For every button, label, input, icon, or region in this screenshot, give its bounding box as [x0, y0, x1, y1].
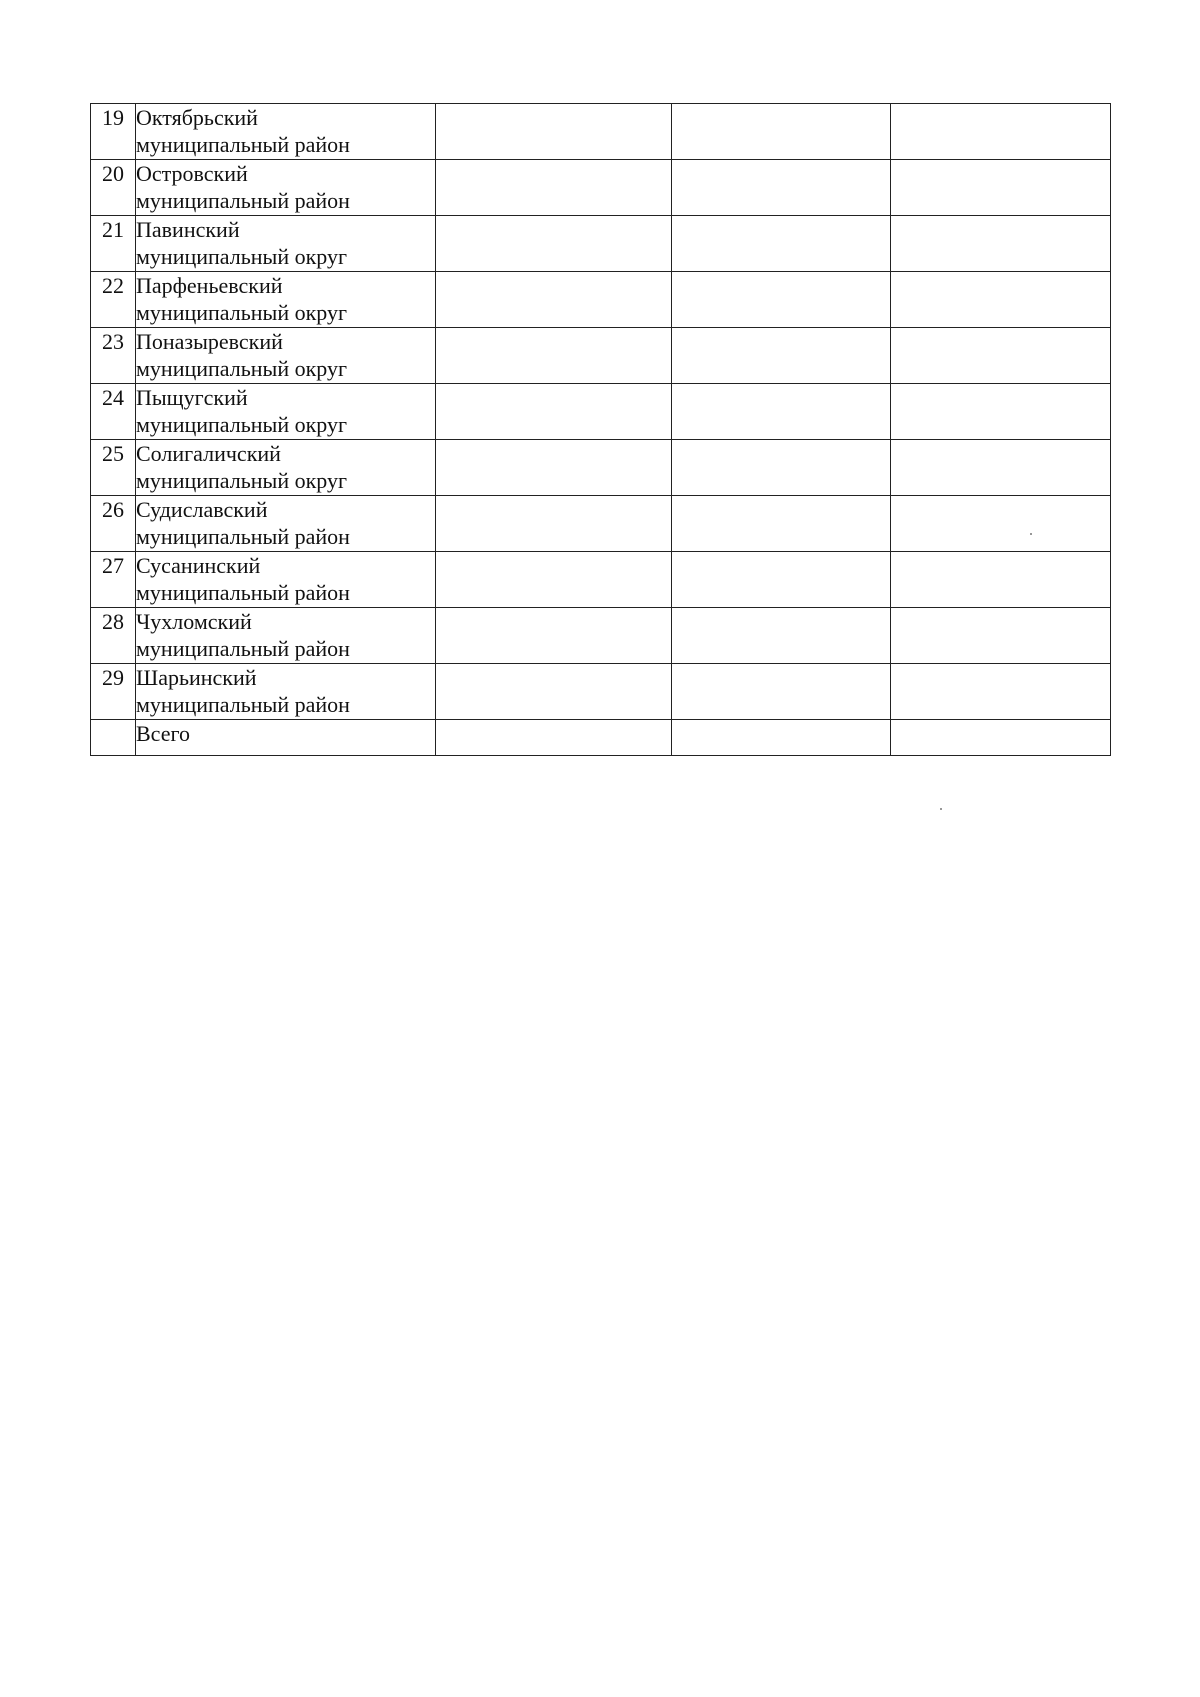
municipality-name-line2: муниципальный район	[136, 692, 350, 717]
municipality-name	[136, 328, 436, 384]
empty-cell	[436, 104, 672, 160]
municipality-name	[136, 664, 436, 720]
municipality-name-line2: муниципальный район	[136, 188, 350, 213]
row-number: 19	[91, 104, 136, 160]
municipality-name-line2: муниципальный район	[136, 524, 350, 549]
empty-cell	[891, 328, 1111, 384]
municipality-name-line1: Судиславский	[136, 497, 268, 522]
municipality-name	[136, 104, 436, 160]
municipality-name	[136, 552, 436, 608]
total-label: Всего	[136, 720, 436, 756]
empty-cell	[436, 160, 672, 216]
row-number: 29	[91, 664, 136, 720]
table-row	[91, 384, 1111, 440]
table-row	[91, 216, 1111, 272]
empty-cell	[436, 664, 672, 720]
municipalities-table	[90, 103, 1111, 756]
empty-cell	[672, 608, 891, 664]
empty-cell	[891, 720, 1111, 756]
empty-cell	[672, 440, 891, 496]
table-row	[91, 552, 1111, 608]
municipality-name-line1: Островский	[136, 161, 248, 186]
municipality-name	[136, 216, 436, 272]
scan-speck	[1030, 533, 1032, 535]
municipality-name	[136, 440, 436, 496]
empty-cell	[672, 160, 891, 216]
table-row	[91, 608, 1111, 664]
table-row	[91, 272, 1111, 328]
empty-cell	[891, 104, 1111, 160]
empty-cell	[891, 160, 1111, 216]
empty-cell	[436, 384, 672, 440]
row-number: 23	[91, 328, 136, 384]
empty-cell	[91, 720, 136, 756]
empty-cell	[436, 552, 672, 608]
row-number: 27	[91, 552, 136, 608]
empty-cell	[891, 272, 1111, 328]
municipality-name-line1: Чухломский	[136, 609, 252, 634]
municipality-name-line2: муниципальный район	[136, 132, 350, 157]
empty-cell	[891, 384, 1111, 440]
municipality-name-line2: муниципальный округ	[136, 356, 348, 381]
table-row	[91, 104, 1111, 160]
municipality-name-line2: муниципальный район	[136, 636, 350, 661]
empty-cell	[891, 552, 1111, 608]
empty-cell	[891, 664, 1111, 720]
municipality-name-line1: Сусанинский	[136, 553, 261, 578]
empty-cell	[672, 104, 891, 160]
municipality-name-line1: Октябрьский	[136, 105, 258, 130]
empty-cell	[436, 720, 672, 756]
empty-cell	[891, 496, 1111, 552]
municipality-name-line2: муниципальный район	[136, 580, 350, 605]
empty-cell	[672, 664, 891, 720]
total-row	[91, 720, 1111, 756]
municipality-name-line1: Поназыревский	[136, 329, 283, 354]
municipality-name-line1: Пыщугский	[136, 385, 248, 410]
municipality-name-line2: муниципальный округ	[136, 468, 348, 493]
municipality-name-line1: Павинский	[136, 217, 240, 242]
table-row	[91, 440, 1111, 496]
municipality-name-line1: Шарьинский	[136, 665, 257, 690]
empty-cell	[436, 272, 672, 328]
municipality-name	[136, 384, 436, 440]
empty-cell	[436, 608, 672, 664]
empty-cell	[672, 384, 891, 440]
empty-cell	[891, 608, 1111, 664]
table-row	[91, 160, 1111, 216]
scan-speck	[940, 808, 942, 810]
row-number: 26	[91, 496, 136, 552]
municipality-name-line2: муниципальный округ	[136, 412, 348, 437]
empty-cell	[436, 440, 672, 496]
empty-cell	[672, 328, 891, 384]
empty-cell	[672, 720, 891, 756]
empty-cell	[436, 328, 672, 384]
municipality-name	[136, 160, 436, 216]
municipality-name	[136, 272, 436, 328]
table-row	[91, 496, 1111, 552]
row-number: 21	[91, 216, 136, 272]
municipality-name-line1: Парфеньевский	[136, 273, 283, 298]
row-number: 28	[91, 608, 136, 664]
municipality-name	[136, 608, 436, 664]
empty-cell	[672, 272, 891, 328]
empty-cell	[891, 216, 1111, 272]
municipality-name-line2: муниципальный округ	[136, 244, 348, 269]
table-row	[91, 328, 1111, 384]
municipality-name-line1: Солигаличский	[136, 441, 281, 466]
row-number: 20	[91, 160, 136, 216]
table-row	[91, 664, 1111, 720]
empty-cell	[436, 496, 672, 552]
row-number: 22	[91, 272, 136, 328]
empty-cell	[672, 552, 891, 608]
empty-cell	[891, 440, 1111, 496]
empty-cell	[436, 216, 672, 272]
municipality-name	[136, 496, 436, 552]
row-number: 25	[91, 440, 136, 496]
empty-cell	[672, 216, 891, 272]
empty-cell	[672, 496, 891, 552]
municipality-name-line2: муниципальный округ	[136, 300, 348, 325]
row-number: 24	[91, 384, 136, 440]
